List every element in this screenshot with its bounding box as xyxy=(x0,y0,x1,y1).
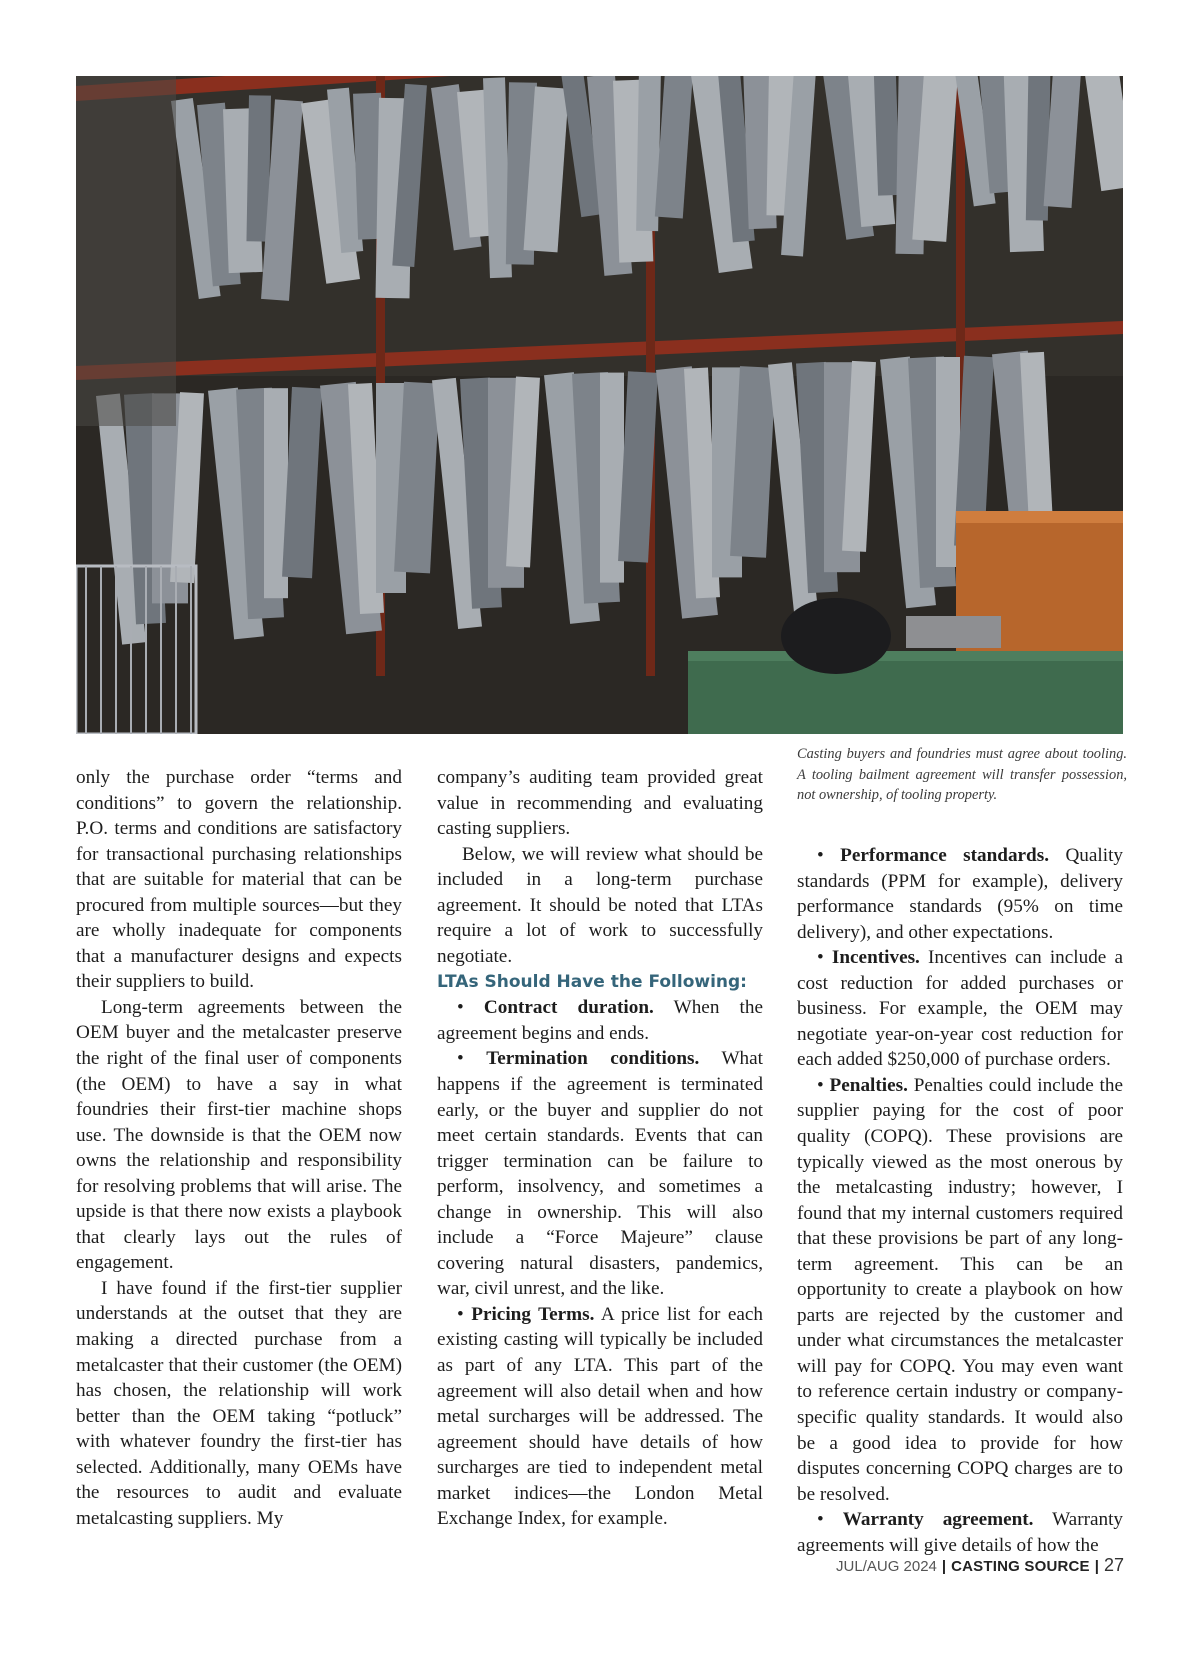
bullet-term: Warranty agreement. xyxy=(842,1509,1034,1531)
paragraph: Long-term agreements between the OEM buyer and the metalcaster preserve the right of the final user of components (the OEM) to have a say in what foundries their first-tier machine shops use. The downside is that the OEM now owns the relationship and responsibility for resolving problems that will arise. The upside is that there now exists a playbook that clearly lays out the rules of engagement. xyxy=(76,996,402,1274)
text-column-2 xyxy=(437,765,763,1532)
bullet-item xyxy=(437,1302,763,1532)
page-number: 27 xyxy=(1103,1555,1124,1575)
bullet-text: When the agreement begins and ends. xyxy=(437,997,764,1044)
bullet-glyph: • xyxy=(457,997,484,1019)
bullet-glyph: • xyxy=(817,1074,830,1096)
bullet-term: Performance standards. xyxy=(840,845,1049,866)
text-column-1 xyxy=(76,765,402,1531)
bullet-term: Incentives. xyxy=(831,947,920,969)
bullet-item xyxy=(797,843,1123,945)
photo-caption: Casting buyers and foundries must agree about tooling. A tooling bailment agreement will transfer possession, not ownership, of tooling property. xyxy=(797,746,1127,803)
bullet-item xyxy=(797,945,1123,1073)
issue-date: JUL/AUG 2024 xyxy=(836,1558,937,1575)
bullet-text: Penalties could include the supplier paying for the cost of poor quality (COPQ). These provisions are typically viewed as the most onerous by the metalcasting industry; however, I found that my internal customers required that these provisions be part of any long-term agreement. This can be an opportunity to create a playbook on how parts are rejected by the customer and under what circumstances the metalcaster will pay for COPQ. You may even want to reference certain industry or company-specific quality standards. It would also be a good idea to provide for how disputes concerning COPQ charges are to be resolved. xyxy=(797,1074,1123,1505)
bullet-text: Quality standards (PPM for example), delivery performance standards (95% on time delivery), and other expectations. xyxy=(797,845,1124,943)
footer-divider: | xyxy=(941,1558,947,1575)
bullet-term: Penalties. xyxy=(829,1074,908,1096)
text-column-3 xyxy=(797,843,1123,1558)
metal-tray xyxy=(906,616,1001,648)
bullet-term: Termination conditions. xyxy=(486,1048,700,1070)
paragraph: Below, we will review what should be included in a long-term purchase agreement. It should be noted that LTAs require a lot of work to successfully negotiate. xyxy=(437,843,763,967)
bullet-glyph: • xyxy=(817,947,832,969)
section-subhead: LTAs Should Have the Following: xyxy=(437,972,747,993)
bullet-glyph: • xyxy=(457,1048,487,1070)
page-footer xyxy=(836,1555,1124,1576)
foundry-pattern-photo xyxy=(76,76,1123,734)
blurred-foreground xyxy=(76,76,176,426)
bullet-text: A price list for each existing casting will typically be included as part of any LTA. This part of the agreement will also detail when and how metal surcharges will be addressed. The agreement should have details of how surcharges are tied to independent metal market indices—the London Metal Exchange Index, for example. xyxy=(437,1303,764,1530)
bullet-term: Contract duration. xyxy=(483,997,654,1019)
paragraph: only the purchase order “terms and conditions” to govern the relationship. P.O. terms and conditions are satisfactory for transactional purchasing relationships that are suitable for material that can be procured from multiple sources—but they are wholly inadequate for components that a manufacturer designs and expects their suppliers to build. xyxy=(76,767,402,993)
bullet-term: Pricing Terms. xyxy=(471,1303,595,1325)
bullet-glyph: • xyxy=(817,1509,843,1531)
paragraph: company’s auditing team provided great value in recommending and evaluating casting suppliers. xyxy=(437,767,763,840)
bullet-glyph: • xyxy=(457,1303,472,1325)
bullet-item xyxy=(437,1046,763,1301)
bullet-item xyxy=(797,1073,1123,1507)
photo-illustration xyxy=(76,76,1123,734)
magazine-name: CASTING SOURCE xyxy=(951,1558,1090,1575)
bullet-item xyxy=(797,1507,1123,1558)
bullet-text: Incentives can include a cost reduction for added purchases or business. For example, the OEM may negotiate year-on-year cost reduction for each added $250,000 of purchase orders. xyxy=(797,947,1124,1071)
welding-helmet xyxy=(781,598,891,674)
bullet-text: Warranty agreements will give details of how the xyxy=(797,1509,1124,1556)
bullet-item xyxy=(437,995,763,1046)
bullet-text: What happens if the agreement is terminated early, or the buyer and supplier do not meet certain standards. Events that can trigger termination can be failure to perform, insolvency, and sometimes a change in ownership. This will also include a “Force Majeure” clause covering natural disasters, pandemics, war, civil unrest, and the like. xyxy=(437,1048,763,1300)
bullet-glyph: • xyxy=(817,845,841,866)
footer-divider: | xyxy=(1094,1558,1099,1575)
paragraph: I have found if the first-tier supplier understands at the outset that they are making a directed purchase from a metalcaster that their customer (the OEM) has chosen, the relationship will work better than the OEM taking “potluck” with whatever foundry the first-tier has selected. Additionally, many OEMs have the resources to audit and evaluate metalcasting suppliers. My xyxy=(76,1277,402,1529)
